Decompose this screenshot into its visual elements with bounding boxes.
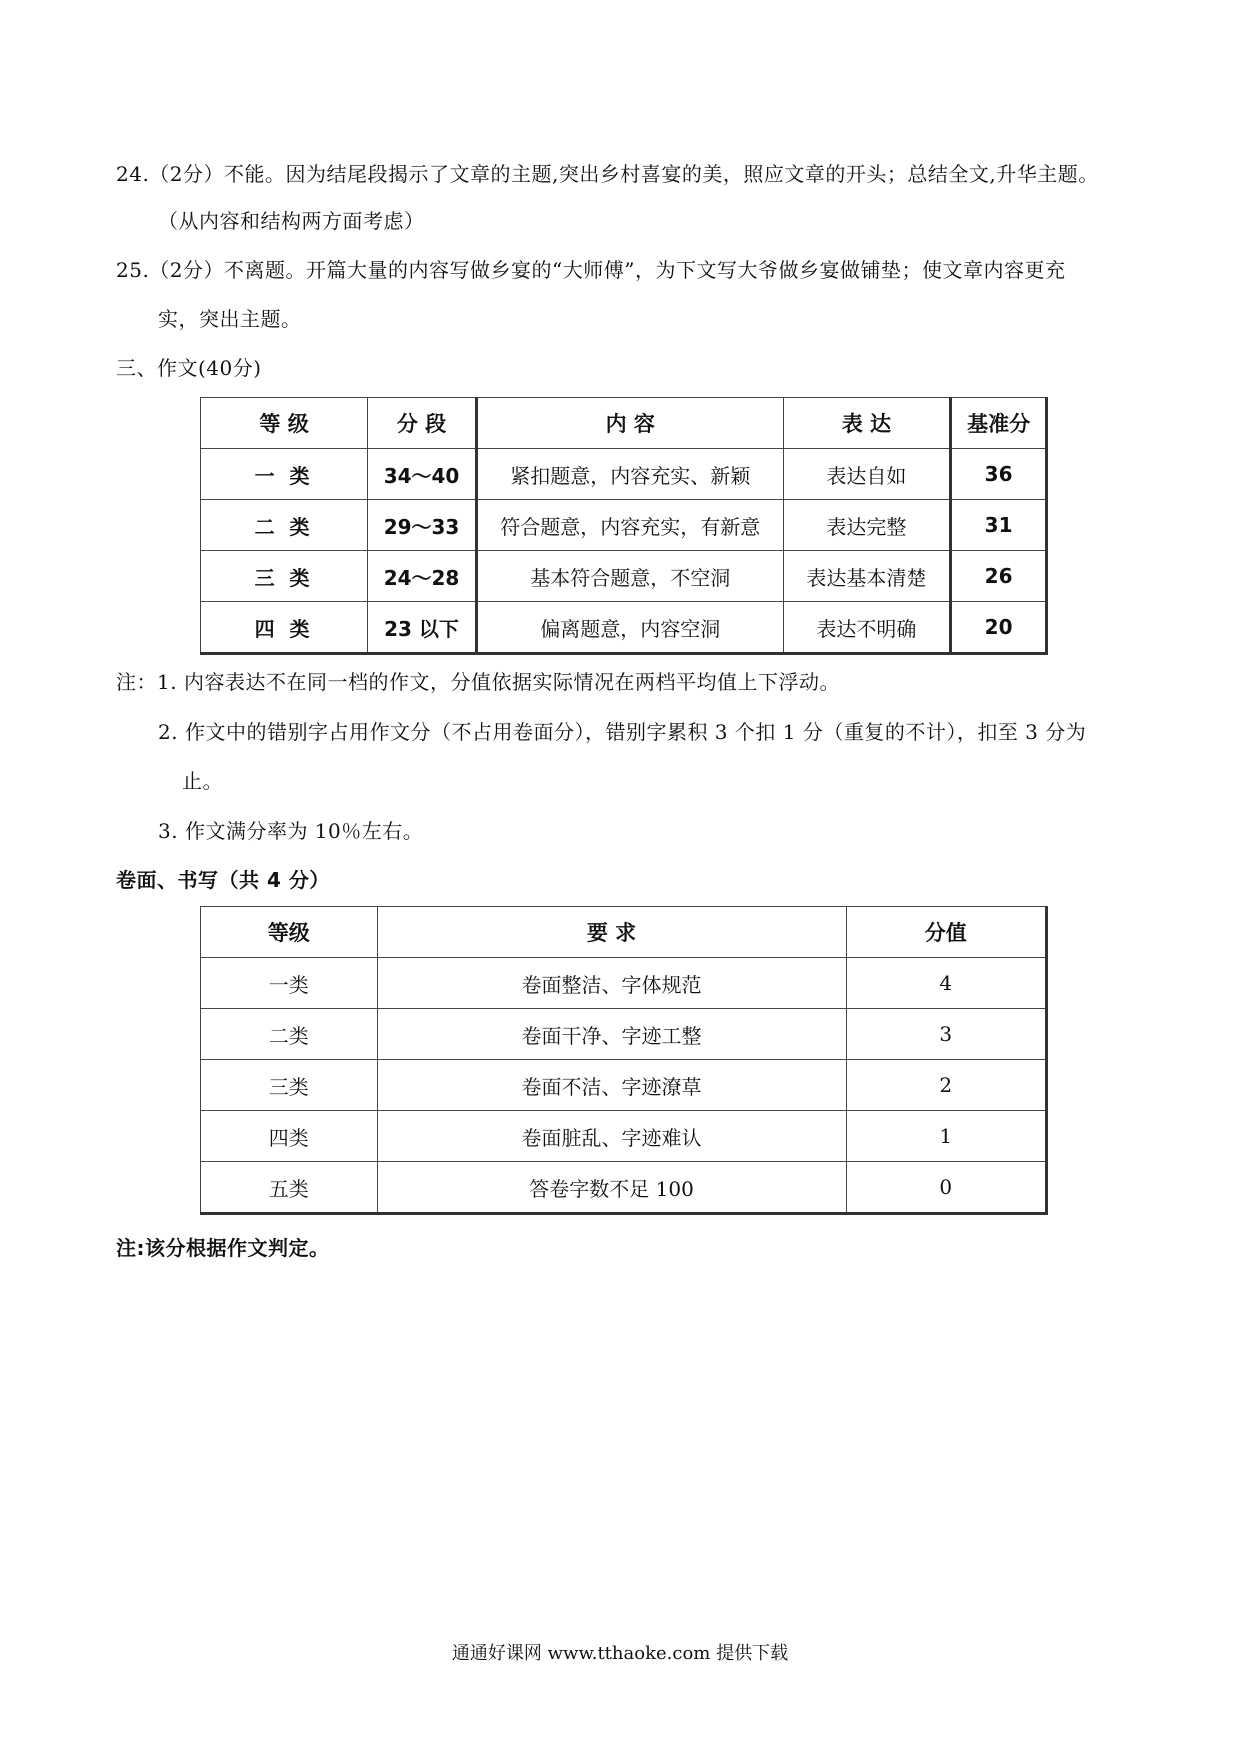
base-score-cell: 20 xyxy=(951,602,1047,654)
grade-cell: 二类 xyxy=(201,1009,378,1060)
answer-25-line-1: 25.（2分）不离题。开篇大量的内容写做乡宴的“大师傅”，为下文写大爷做乡宴做铺垫；使文章内容更充 xyxy=(116,258,1066,282)
grade-cell: 四 类 xyxy=(201,602,368,654)
points-cell: 0 xyxy=(846,1162,1046,1214)
grade-cell: 一 类 xyxy=(201,449,368,500)
table-row xyxy=(201,1111,1047,1162)
grade-cell: 四类 xyxy=(201,1111,378,1162)
range-cell: 23 以下 xyxy=(368,602,477,654)
grade-cell: 二 类 xyxy=(201,500,368,551)
expression-cell: 表达完整 xyxy=(783,500,951,551)
essay-note-2-line-1: 2. 作文中的错别字占用作文分（不占用卷面分），错别字累积 3 个扣 1 分（重复的不计），扣至 3 分为 xyxy=(158,720,1087,744)
requirement-cell: 卷面不洁、字迹潦草 xyxy=(377,1060,846,1111)
range-cell: 29～33 xyxy=(368,500,477,551)
points-cell: 4 xyxy=(846,958,1046,1009)
header-points: 分值 xyxy=(846,907,1046,958)
base-score-cell: 31 xyxy=(951,500,1047,551)
expression-cell: 表达不明确 xyxy=(783,602,951,654)
range-cell: 34～40 xyxy=(368,449,477,500)
content-cell: 紧扣题意，内容充实、新颖 xyxy=(476,449,783,500)
writing-note: 注:该分根据作文判定。 xyxy=(116,1236,330,1260)
requirement-cell: 卷面整洁、字体规范 xyxy=(377,958,846,1009)
header-score-range: 分 段 xyxy=(368,398,477,449)
content-cell: 基本符合题意，不空洞 xyxy=(476,551,783,602)
expression-cell: 表达基本清楚 xyxy=(783,551,951,602)
answer-25-line-2: 实，突出主题。 xyxy=(158,307,302,331)
table-row xyxy=(201,500,1047,551)
table-row xyxy=(201,449,1047,500)
essay-grading-table xyxy=(200,397,1048,655)
points-cell: 1 xyxy=(846,1111,1046,1162)
table-row xyxy=(201,551,1047,602)
base-score-cell: 36 xyxy=(951,449,1047,500)
writing-section-heading: 卷面、书写（共 4 分） xyxy=(116,868,330,892)
grade-cell: 三 类 xyxy=(201,551,368,602)
content-cell: 偏离题意，内容空洞 xyxy=(476,602,783,654)
essay-note-3: 3. 作文满分率为 10％左右。 xyxy=(158,819,424,843)
requirement-cell: 答卷字数不足 100 xyxy=(377,1162,846,1214)
grade-cell: 五类 xyxy=(201,1162,378,1214)
header-base-score: 基准分 xyxy=(951,398,1047,449)
header-content: 内 容 xyxy=(476,398,783,449)
header-grade: 等级 xyxy=(201,907,378,958)
writing-grading-table xyxy=(200,906,1048,1215)
page-footer: 通通好课网 www.tthaoke.com 提供下载 xyxy=(451,1643,789,1664)
table-row xyxy=(201,958,1047,1009)
answer-24-line-2: （从内容和结构两方面考虑） xyxy=(158,209,425,233)
requirement-cell: 卷面脏乱、字迹难认 xyxy=(377,1111,846,1162)
table-row xyxy=(201,1060,1047,1111)
requirement-cell: 卷面干净、字迹工整 xyxy=(377,1009,846,1060)
answer-24-line-1: 24.（2分）不能。因为结尾段揭示了文章的主题,突出乡村喜宴的美，照应文章的开头；总结全文,升华主题。 xyxy=(116,162,1099,186)
essay-note-2-line-2: 止。 xyxy=(182,769,223,793)
range-cell: 24～28 xyxy=(368,551,477,602)
grade-cell: 一类 xyxy=(201,958,378,1009)
content-cell: 符合题意，内容充实，有新意 xyxy=(476,500,783,551)
base-score-cell: 26 xyxy=(951,551,1047,602)
table-row xyxy=(201,1162,1047,1214)
grade-cell: 三类 xyxy=(201,1060,378,1111)
table-row xyxy=(201,602,1047,654)
expression-cell: 表达自如 xyxy=(783,449,951,500)
header-grade: 等 级 xyxy=(201,398,368,449)
points-cell: 3 xyxy=(846,1009,1046,1060)
table-header-row xyxy=(201,398,1047,449)
table-header-row xyxy=(201,907,1047,958)
header-expression: 表 达 xyxy=(783,398,951,449)
table-row xyxy=(201,1009,1047,1060)
points-cell: 2 xyxy=(846,1060,1046,1111)
essay-note-1: 注：1. 内容表达不在同一档的作文，分值依据实际情况在两档平均值上下浮动。 xyxy=(116,670,840,694)
essay-section-heading: 三、作文(40分) xyxy=(116,356,262,380)
header-requirement: 要 求 xyxy=(377,907,846,958)
